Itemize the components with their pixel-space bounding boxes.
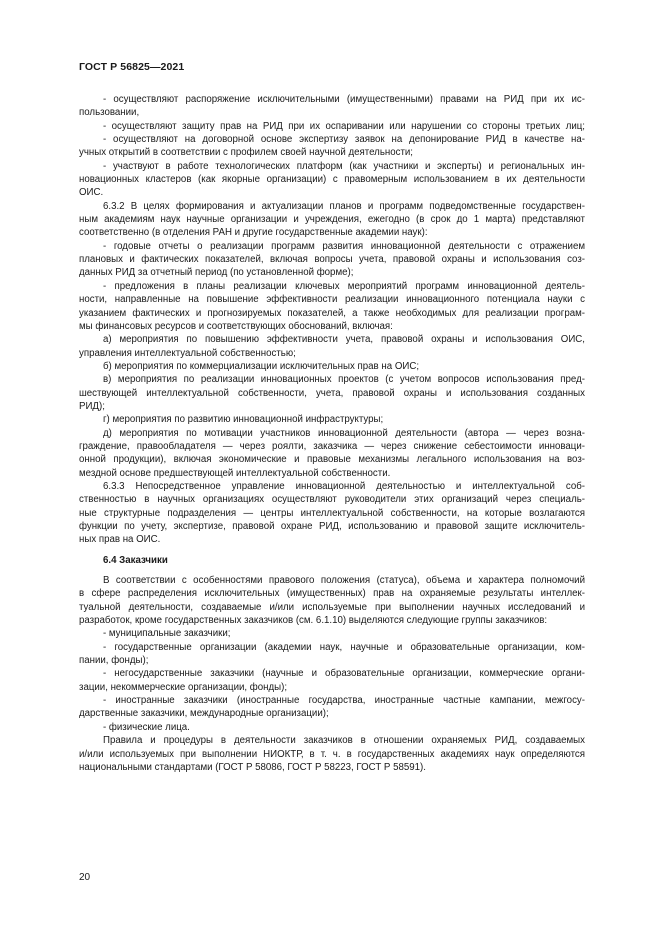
text-line [79, 413, 585, 426]
line-text: В соответствии с особенностями правового положения (статуса), объема и характера полномочий [103, 575, 585, 587]
text-line [79, 707, 585, 720]
line-text: д) мероприятия по мотивации участников инновационной деятельности (автора — через возна- [103, 427, 585, 439]
text-line [79, 253, 585, 266]
page-number: 20 [79, 872, 91, 883]
line-text: - осуществляют защиту прав на РИД при их оспаривании или нарушении со стороны третьих лиц; [103, 120, 585, 132]
line-text: мы финансовых ресурсов и соответствующих обоснований, включая: [79, 320, 393, 332]
text-line [79, 186, 585, 199]
line-text: а) мероприятия по повышению эффективности учета, правовой охраны и использования ОИС, [103, 334, 585, 346]
text-line [79, 293, 585, 306]
text-line [79, 173, 585, 186]
text-line [79, 467, 585, 480]
line-text: разработок, кроме государственных заказчиков (см. 6.1.10) выделяются следующие группы заказчиков: [79, 615, 548, 627]
text-line [79, 120, 585, 133]
line-text: ных прав на ОИС. [79, 534, 161, 546]
text-line [79, 614, 585, 627]
line-text: управления интеллектуальной собственностью; [79, 347, 296, 359]
line-text: шествующей интеллектуальной собственности, учета, правовой охраны и использования созданных [79, 387, 585, 399]
text-line [79, 667, 585, 680]
text-line [79, 226, 585, 239]
line-text: б) мероприятия по коммерциализации исключительных прав на ОИС; [103, 360, 420, 372]
section-heading [79, 554, 585, 567]
text-line [79, 373, 585, 386]
line-text: туальной деятельности, создаваемые и/или используемые при выполнении научных исследований и [79, 601, 585, 613]
text-line [79, 574, 585, 587]
text-line [79, 200, 585, 213]
text-line [79, 721, 585, 734]
text-line [79, 694, 585, 707]
line-text: - физические лица. [103, 721, 190, 733]
line-text: РИД); [79, 400, 105, 412]
text-line [79, 93, 585, 106]
text-line [79, 307, 585, 320]
line-text: г) мероприятия по развитию инновационной инфраструктуры; [103, 414, 384, 426]
text-line [79, 440, 585, 453]
line-text: мездной основе предшествующей интеллектуальной собственности. [79, 467, 391, 479]
line-text: - осуществляют распоряжение исключительными (имущественными) правами на РИД при их ис- [103, 94, 585, 105]
line-text: плановых и фактических показателей, включая вопросы учета, правовой охраны и использования соз- [79, 254, 585, 266]
line-text: соответственно (в отделения РАН и другие государственные академии наук): [79, 227, 428, 239]
line-text: дарственные заказчики, международные организации); [79, 708, 329, 720]
line-text: 6.4 Заказчики [103, 554, 168, 566]
text-line [79, 146, 585, 159]
line-text: ным академиям наук научные организации и учреждения, ежегодно (в срок до 1 марта) представляют [79, 214, 585, 226]
document-header: ГОСТ Р 56825—2021 [79, 61, 185, 73]
text-line [79, 761, 585, 774]
line-text: - негосударственные заказчики (научные и образовательные организации, коммерческие органи- [103, 668, 585, 680]
text-line [79, 387, 585, 400]
text-line [79, 587, 585, 600]
text-line [79, 734, 585, 747]
document-body [79, 93, 585, 774]
text-line [79, 654, 585, 667]
text-line [79, 106, 585, 119]
line-text: новационных кластеров (как якорные организации) с правомерным использованием в их деятельности [79, 174, 585, 186]
line-text: онной продукции), включая экономические и правовые механизмы легального использования на воз- [79, 454, 585, 466]
line-text: национальными стандартами (ГОСТ Р 58086, ГОСТ Р 58223, ГОСТ Р 58591). [79, 761, 426, 773]
text-line [79, 133, 585, 146]
line-text: - предложения в планы реализации ключевых мероприятий программ инновационной деятель- [103, 280, 585, 292]
text-line [79, 601, 585, 614]
text-line [79, 627, 585, 640]
line-text: указанием фактических и прогнозируемых показателей, а также необходимых для реализации програм- [79, 307, 585, 319]
text-line [79, 160, 585, 173]
paragraph-gap [79, 567, 585, 574]
text-line [79, 333, 585, 346]
text-line [79, 453, 585, 466]
line-text: 6.3.2 В целях формирования и актуализации планов и программ подведомственные государствен- [103, 200, 585, 212]
line-text: пользовании, [79, 107, 140, 119]
text-line [79, 360, 585, 373]
line-text: учных открытий в соответствии с профилем своей научной деятельности; [79, 147, 414, 159]
line-text: в сфере распределения исключительных (имущественных) прав на охраняемые результаты интеллек- [79, 588, 585, 600]
line-text: - муниципальные заказчики; [103, 628, 231, 640]
text-line [79, 266, 585, 279]
text-line [79, 347, 585, 360]
text-line [79, 280, 585, 293]
line-text: в) мероприятия по реализации инновационных проектов (с учетом вопросов использования пред- [103, 374, 585, 386]
text-line [79, 507, 585, 520]
text-line [79, 533, 585, 546]
line-text: пании, фонды); [79, 655, 149, 667]
line-text: и/или используемых при выполнении НИОКТР, в т. ч. в государственных академиях наук определяются [79, 748, 585, 760]
line-text: Правила и процедуры в деятельности заказчиков в отношении охраняемых РИД, создаваемых [103, 735, 585, 747]
text-line [79, 480, 585, 493]
paragraph-gap [79, 547, 585, 554]
line-text: данных РИД за отчетный период (по установленной форме); [79, 267, 354, 279]
line-text: - государственные организации (академии наук, научные и образовательные организации, ком- [103, 641, 585, 653]
text-line [79, 213, 585, 226]
line-text: граждение, правообладателя — через роялти, заказчика — через снижение себестоимости инноваци- [79, 440, 585, 452]
text-line [79, 493, 585, 506]
text-line [79, 320, 585, 333]
line-text: 6.3.3 Непосредственное управление инновационной деятельностью и интеллектуальной соб- [103, 480, 585, 492]
line-text: ности, направленные на повышение эффективности реализации инновационного потенциала науки с [79, 294, 585, 306]
text-line [79, 681, 585, 694]
text-line [79, 520, 585, 533]
line-text: - участвуют в работе технологических платформ (как участники и эксперты) и региональных ин- [103, 160, 585, 172]
text-line [79, 400, 585, 413]
line-text: - иностранные заказчики (иностранные государства, иностранные частные кампании, межгосу- [103, 695, 585, 707]
text-line [79, 641, 585, 654]
line-text: зации, некоммерческие организации, фонды); [79, 681, 288, 693]
line-text: ные структурные подразделения — центры интеллектуальной собственности, на которые возлагаются [79, 507, 585, 519]
line-text: ственностью в научных организациях осуществляют руководители этих организаций через специаль- [79, 494, 585, 506]
line-text: - годовые отчеты о реализации программ развития инновационной деятельности с отражением [103, 240, 585, 252]
line-text: ОИС. [79, 187, 104, 199]
text-line [79, 748, 585, 761]
line-text: функции по учету, экспертизе, правовой охране РИД, использованию и правовой защите исключитель- [79, 521, 585, 532]
text-line [79, 240, 585, 253]
text-line [79, 427, 585, 440]
line-text: - осуществляют на договорной основе экспертизу заявок на депонирование РИД в качестве на- [103, 134, 585, 146]
